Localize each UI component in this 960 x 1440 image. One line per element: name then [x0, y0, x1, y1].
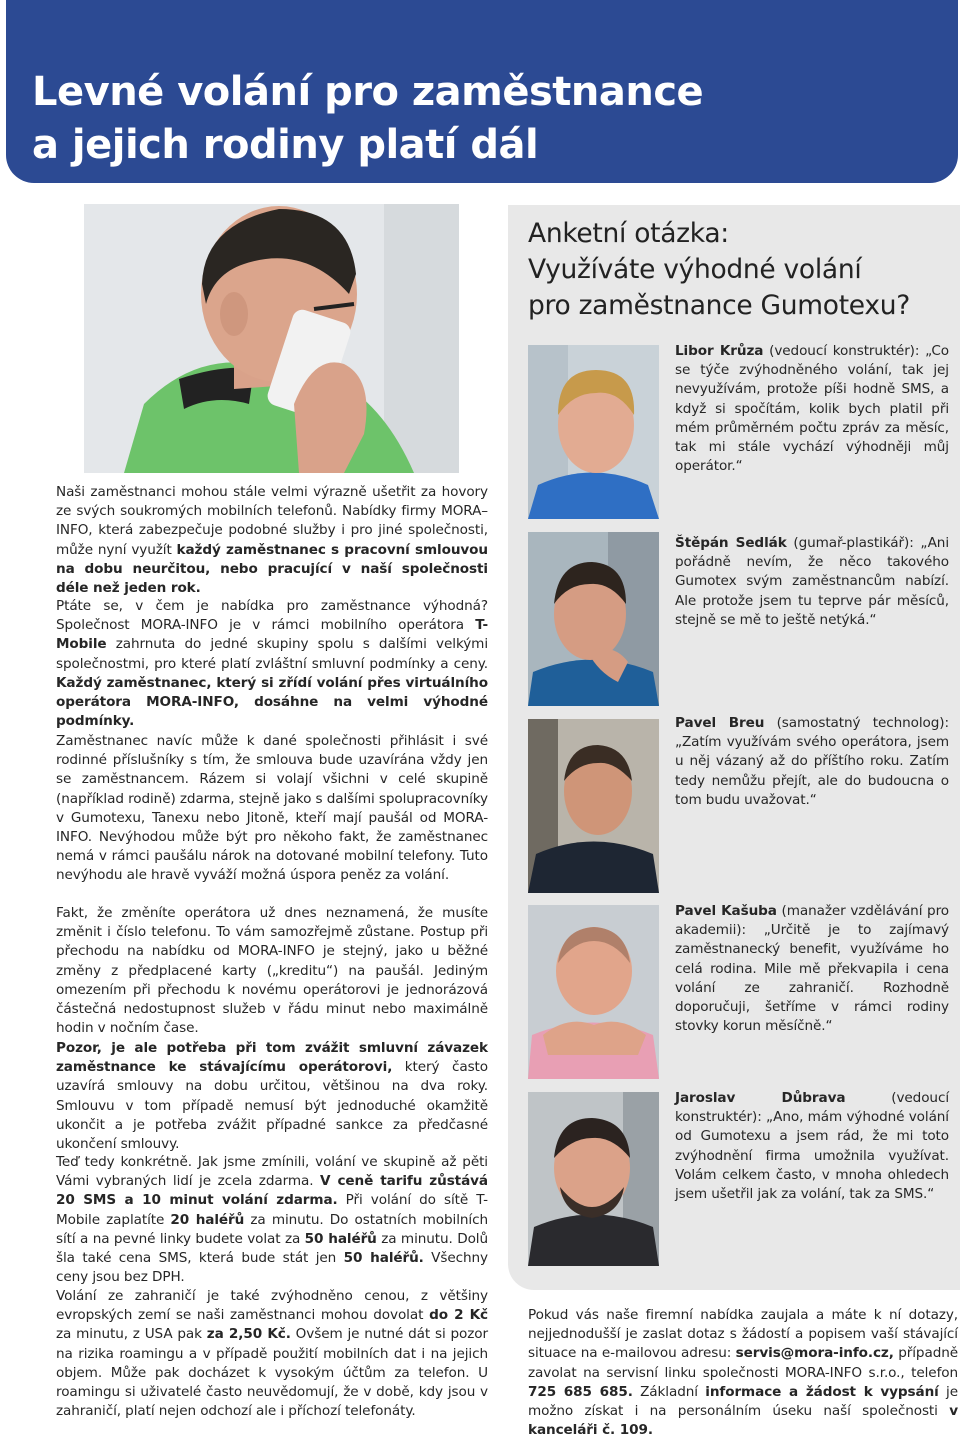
article-paragraph-2: Zaměstnanec navíc může k dané společnosti přihlásit i své rodinné příslušníky s tím, že smlouva bude uzavírána vždy jen se zaměstnancem. Rázem si volají všichni v celé skupině (například rodině) zdarma, stejně jako s dalšími spolupracovníky v Gumotexu, Tanexu nebo Jitoně, kteří mají paušál od MORA-INFO. Nevýhodou může být pro někoho fakt, že zaměstnanec nemá v rámci paušálu nárok na dotované mobilní telefony. Tuto nevýhodu ale hravě vyváží možná úspora peněz za volání.: [56, 733, 488, 884]
p1-bold-1: T-Mobile: [56, 617, 488, 653]
title-line-2: a jejich rodiny platí dál: [32, 122, 539, 168]
survey-title-line-3: pro zaměstnance Gumotexu?: [528, 290, 910, 321]
p6-bold-1: do 2 Kč: [429, 1307, 488, 1324]
note-text-4: je možno získat i na personálním úseku naší společnosti: [528, 1383, 958, 1420]
p1-text-1: Ptáte se, v čem je nabídka pro zaměstnance výhodná? Společnost MORA-INFO je v rámci mobilního operátora: [56, 598, 488, 634]
respondent-text: (vedoucí konstruktér): „Ano, mám výhodné volání od Gumotexu a jsem rád, že mi toto zvýhodnění firma umožnila využívat. Volám celkem často, v mnoha ohledech jsem ušetřil jak za volání, tak za SMS.“: [675, 1090, 949, 1203]
man-on-phone-photo: [84, 204, 459, 473]
portrait-libor-kruza: [528, 345, 659, 519]
p4-bold-1: Pozor, je ale potřeba při tom zvážit smluvní závazek zaměstnance ke stávajícímu operátorovi,: [56, 1040, 488, 1076]
p5-text-5: Všechny ceny jsou bez DPH.: [56, 1250, 488, 1286]
p6-text-3: Ovšem je nutné dát si pozor na rizika roamingu a v případě použití mobilních dat i na jejich objem. Může pak docházet k vysokým účtům za telefon. U roamingu si uživatelé často neuvědomují, že v době, kdy jsou v zahraničí, platí nejen odchozí ale i příchozí telefonáty.: [56, 1326, 489, 1420]
article-paragraph-6: [56, 1287, 488, 1421]
quote-stepan-sedlak: [675, 534, 949, 630]
survey-title-line-2: Využíváte výhodné volání: [528, 254, 862, 285]
quote-pavel-kasuba: [675, 902, 949, 1036]
p1-text-2: zahrnuta do jedné skupiny spolu s dalšími velkými společnostmi, pro které platí zvláštní smluvní podmínky a ceny.: [56, 636, 488, 672]
portrait-pavel-breu: [528, 719, 659, 893]
quote-jaroslav-dubrava: [675, 1089, 949, 1204]
respondent-name: Pavel Kašuba: [675, 903, 777, 919]
note-text-2: případně zavolat na servisní linku společnosti MORA-INFO s.r.o., telefon: [528, 1345, 958, 1381]
quote-libor-kruza: [675, 342, 949, 476]
contact-note: [528, 1306, 958, 1440]
p1-bold-2: Každý zaměstnanec, který si zřídí volání přes virtuálního operátora MORA-INFO, dosáhne na velmi výhodné podmínky.: [56, 674, 488, 730]
p4-text-1: který často uzavírá smlouvy na dobu určitou, většinou na dva roky. Smlouvu v tom případě nemusí být jednoduché okamžitě ukončit a je potřeba zvážit případné sankce za předčasné ukončení smlouvy.: [56, 1059, 488, 1153]
note-text-1: Pokud vás naše firemní nabídka zaujala a máte k ní dotazy, nejjednodušší je zaslat dotaz s žádostí a popisem vaší stávající situace na e-mailovou adresu:: [528, 1307, 958, 1362]
intro-bold: každý zaměstnanec s pracovní smlouvou na dobu neurčitou, nebo pracující v naší společnosti déle než jeden rok.: [56, 541, 488, 597]
note-text-3: Základní: [632, 1383, 706, 1400]
p5-bold-3: 50 haléřů: [304, 1230, 377, 1247]
p5-bold-1: V ceně tarifu zůstává 20 SMS a 10 minut volání zdarma.: [56, 1173, 488, 1209]
portrait-stepan-sedlak: [528, 532, 659, 706]
p6-text-1: Volání ze zahraničí je také zvýhodněno cenou, z většiny evropských zemí se naši zaměstnanci mohou dovolat: [56, 1288, 488, 1324]
title-line-1: Levné volání pro zaměstnance: [32, 69, 704, 115]
p5-text-3: za minutu. Do ostatních mobilních sítí a na pevné linky budete volat za: [56, 1211, 488, 1247]
p5-text-4: za minutu. Dolů šla také cena SMS, která bude stát jen: [56, 1230, 488, 1267]
header-banner: [6, 0, 958, 183]
respondent-text: (samostatný technolog): „Zatím využívám svého operátora, jsem u něj vázaný až do příštího roku. Zatím tedy nemůžu přejít, ale do budoucna o tom budu uvažovat.“: [675, 715, 949, 808]
contact-phone: 725 685 685.: [528, 1383, 633, 1400]
survey-title-line-1: Anketní otázka:: [528, 218, 729, 249]
respondent-text: (vedoucí konstruktér): „Co se týče zvýhodněného volání, tak jej nevyužívám, protože píši hodně SMS, a když si spočítám, kolik bych platil při mém průměrném počtu zpráv za měsíc, tak mi stále vychází výhodněji můj operátor.“: [675, 343, 949, 475]
p5-bold-2: 20 haléřů: [170, 1211, 245, 1228]
article-intro: [56, 483, 488, 598]
survey-title: [528, 216, 948, 324]
article-paragraph-3: Fakt, že změníte operátora už dnes neznamená, že musíte změnit i číslo telefonu. To vám samozřejmě zůstane. Postup při přechodu na nabídku od MORA-INFO je stejný, jako u běžné změny z předplacené karty („kreditu“) na paušál. Jediným omezením při přechodu k novému operátorovi je jednorázová částečná nedostupnost služeb v řádu minut nebo maximálně hodin v nočním čase.: [56, 905, 488, 1037]
article-paragraph-4: [56, 1039, 488, 1154]
portrait-pavel-kasuba: [528, 905, 659, 1079]
contact-email: servis@mora-info.cz,: [735, 1345, 894, 1362]
portrait-jaroslav-dubrava: [528, 1092, 659, 1266]
intro-text: Naši zaměstnanci mohou stále velmi výrazně ušetřit za hovory ze svých soukromých mobilních telefonů. Nabídky firmy MORA–INFO, která zabezpečuje podobné služby i pro jiné společnosti, může nyní využít: [56, 484, 488, 558]
p5-text-2: Při volání do sítě T-Mobile zaplatíte: [56, 1192, 488, 1228]
note-bold-info: informace a žádost k vypsání: [705, 1383, 939, 1400]
p6-bold-2: za 2,50 Kč.: [206, 1326, 291, 1343]
p5-bold-4: 50 haléřů.: [343, 1250, 424, 1267]
p5-text-1: Teď tedy konkrétně. Jak jsme zmínili, volání ve skupině až pěti Vámi vybraných lidí je zcela zdarma.: [56, 1154, 488, 1190]
article-paragraph-5: [56, 1153, 488, 1287]
note-bold-office: v kanceláři č. 109.: [528, 1403, 958, 1439]
respondent-name: Libor Krůza: [675, 343, 764, 359]
respondent-name: Jaroslav Důbrava: [675, 1090, 846, 1106]
respondent-name: Štěpán Sedlák: [675, 535, 787, 551]
page-title: [32, 66, 703, 172]
article-paragraph-1: [56, 597, 488, 731]
respondent-text: (gumař-plastikář): „Ani pořádně nevím, že něco takového Gumotex svým zaměstnancům nabízí. Ale protože jsem tu teprve pár měsíců, stejně se mě to ještě netýká.“: [675, 535, 949, 628]
quote-pavel-breu: [675, 714, 949, 810]
respondent-name: Pavel Breu: [675, 715, 765, 731]
p6-text-2: za minutu, z USA pak: [56, 1326, 207, 1343]
respondent-text: (manažer vzdělávání pro akademii): „Určitě je to zajímavý zaměstnanecký benefit, využíváme ho celá rodina. Mile mě překvapila i cena volání ze zahraničí. Rozhodně doporučuji, šetříme v rámci rodiny stovky korun měsíčně.“: [675, 903, 949, 1035]
